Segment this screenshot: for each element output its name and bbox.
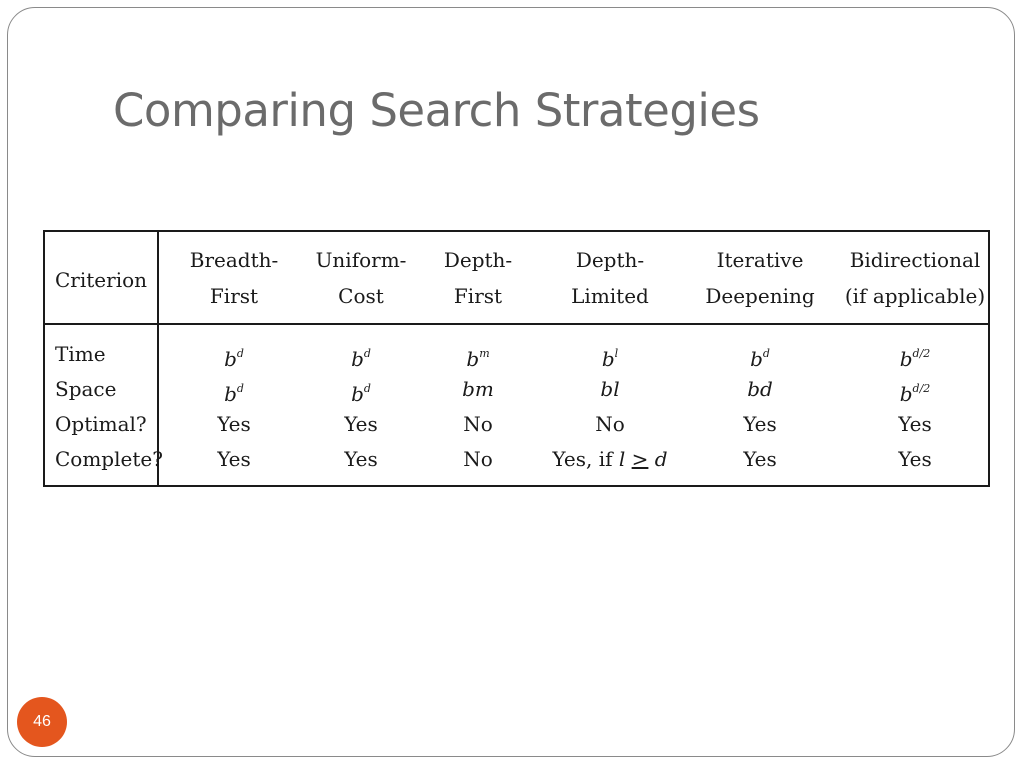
cell-base: bm: [462, 377, 494, 401]
row-label-complete: Complete?: [55, 447, 163, 471]
cell-exponent: d: [762, 347, 770, 360]
cell-time-bidirectional: [900, 344, 931, 369]
table-left-rule: [43, 230, 45, 487]
cell-optimal-breadth-first: Yes: [217, 412, 251, 436]
header-line1: Iterative: [716, 248, 804, 272]
cell-base: bd: [747, 377, 773, 401]
cell-complete-breadth-first: Yes: [217, 447, 251, 471]
cell-time-breadth-first: [224, 344, 244, 369]
header-line2: Cost: [338, 284, 384, 308]
table-top-rule: [43, 230, 990, 232]
cell-base: b: [750, 347, 763, 371]
header-depth-limited: [571, 242, 649, 314]
cell-base: b: [601, 347, 615, 371]
header-line2: Limited: [571, 284, 649, 308]
header-uniform-cost: [316, 242, 407, 314]
table-bottom-rule: [43, 485, 990, 487]
header-line2: Deepening: [705, 284, 815, 308]
cell-complete-uniform-cost: Yes: [344, 447, 378, 471]
header-line1: Depth-: [443, 248, 513, 272]
cell-space-uniform-cost: [351, 379, 371, 404]
comparison-table: [43, 230, 990, 487]
cell-base: bl: [600, 377, 620, 401]
cell-exponent: d: [363, 382, 371, 395]
row-label-space: Space: [55, 377, 117, 401]
cell-exponent: d: [236, 382, 244, 395]
cell-time-depth-first: [466, 344, 489, 369]
header-line1: Uniform-: [315, 248, 407, 272]
cell-space-bidirectional: [900, 379, 931, 404]
cell-var-d: d: [654, 447, 668, 471]
cell-base: b: [351, 347, 364, 371]
header-criterion: Criterion: [55, 268, 148, 292]
header-line1: Breadth-: [189, 248, 279, 272]
cell-var-l: l: [618, 447, 626, 471]
cell-base: b: [899, 347, 913, 371]
cell-base: b: [351, 382, 364, 406]
cell-optimal-depth-first: No: [463, 412, 493, 436]
cell-exponent: d: [363, 347, 371, 360]
header-line1: Depth-: [575, 248, 645, 272]
cell-base: b: [466, 347, 480, 371]
cell-optimal-iterative-deepening: Yes: [743, 412, 777, 436]
table-right-rule: [988, 230, 990, 487]
cell-time-uniform-cost: [351, 344, 371, 369]
cell-time-iterative-deepening: [750, 344, 770, 369]
cell-operator: >: [631, 447, 649, 471]
row-label-optimal: Optimal?: [55, 412, 147, 436]
cell-complete-iterative-deepening: Yes: [743, 447, 777, 471]
header-line2: First: [453, 284, 503, 308]
cell-prefix: Yes, if: [552, 447, 619, 471]
header-line2: First: [209, 284, 259, 308]
cell-exponent: d: [236, 347, 244, 360]
cell-base: b: [224, 382, 237, 406]
cell-base: b: [224, 347, 237, 371]
slide-number-badge: 46: [17, 697, 67, 747]
cell-optimal-uniform-cost: Yes: [344, 412, 378, 436]
cell-exponent: m: [479, 347, 490, 360]
cell-space-breadth-first: [224, 379, 244, 404]
header-depth-first: [444, 242, 512, 314]
cell-optimal-depth-limited: No: [595, 412, 625, 436]
cell-complete-bidirectional: Yes: [898, 447, 932, 471]
table-header-rule: [43, 323, 990, 325]
header-bidirectional: [845, 242, 985, 314]
cell-base: b: [899, 382, 913, 406]
cell-optimal-bidirectional: Yes: [898, 412, 932, 436]
cell-complete-depth-limited: [552, 449, 667, 469]
cell-space-depth-limited: [600, 379, 619, 399]
cell-exponent: l: [614, 347, 619, 360]
header-line1: Bidirectional: [849, 248, 981, 272]
cell-space-depth-first: [462, 379, 494, 399]
header-breadth-first: [190, 242, 279, 314]
cell-time-depth-limited: [602, 344, 618, 369]
row-label-time: Time: [55, 342, 106, 366]
header-line2: (if applicable): [844, 284, 986, 308]
header-iterative-deepening: [705, 242, 814, 314]
cell-space-iterative-deepening: [747, 379, 773, 399]
cell-exponent: d/2: [912, 347, 931, 360]
cell-exponent: d/2: [912, 382, 931, 395]
slide-title: Comparing Search Strategies: [113, 84, 760, 137]
cell-complete-depth-first: No: [463, 447, 493, 471]
